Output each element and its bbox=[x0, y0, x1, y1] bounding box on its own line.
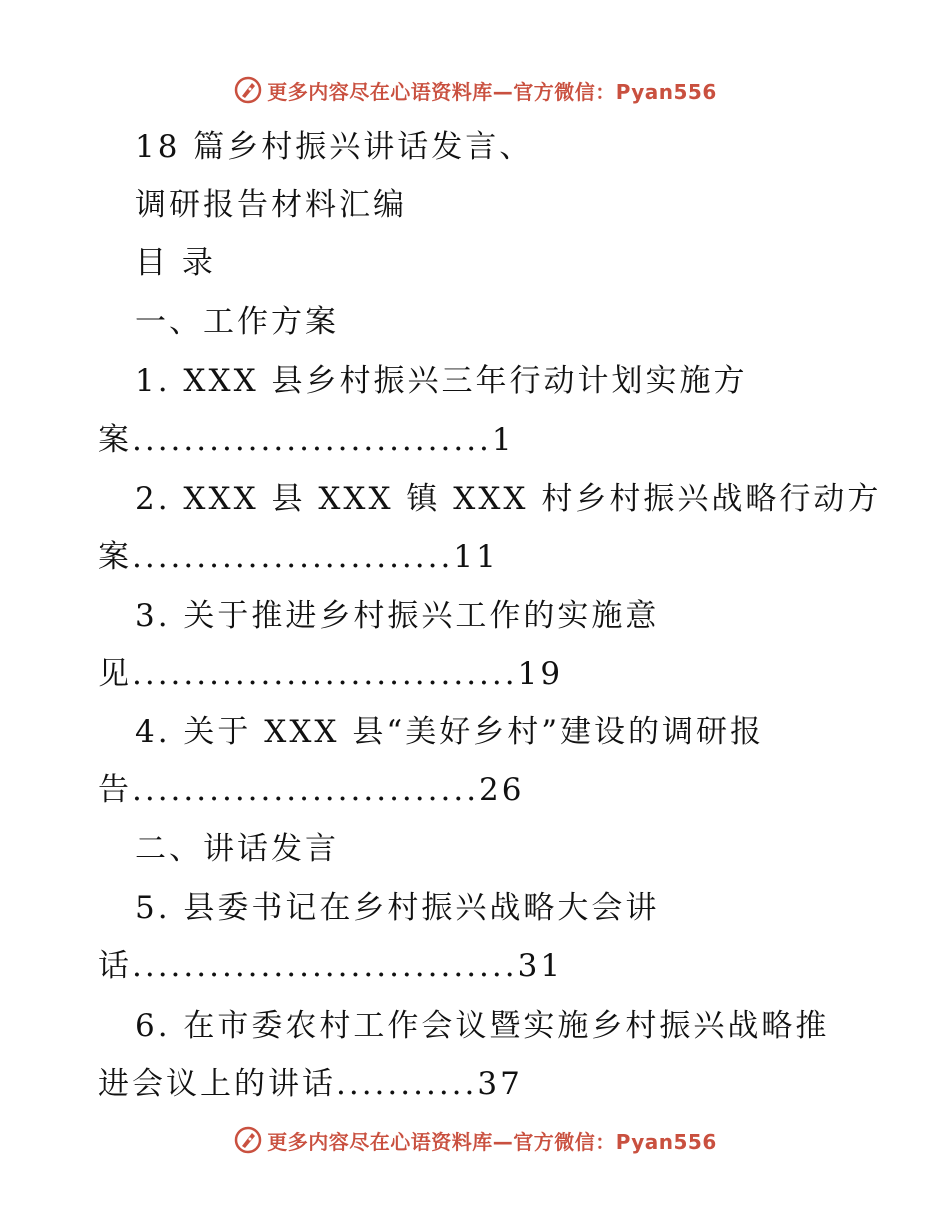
section-heading-speeches: 二、讲话发言 bbox=[135, 831, 339, 867]
toc-entry-6-line-1[interactable]: 6. 在市委农村工作会议暨实施乡村振兴战略推 bbox=[135, 1008, 830, 1044]
document-title-line-2: 调研报告材料汇编 bbox=[135, 187, 407, 223]
toc-entry-1-line-2[interactable]: 案............................1 bbox=[98, 422, 515, 458]
toc-entry-3-line-2[interactable]: 见..............................19 bbox=[98, 656, 564, 692]
toc-entry-3-line-1[interactable]: 3. 关于推进乡村振兴工作的实施意 bbox=[135, 598, 660, 634]
toc-entry-1-line-1[interactable]: 1. XXX 县乡村振兴三年行动计划实施方 bbox=[135, 363, 748, 399]
toc-heading: 目 录 bbox=[135, 245, 216, 281]
watermark-banner-bottom bbox=[0, 1120, 950, 1160]
watermark-banner-top bbox=[0, 70, 950, 110]
toc-entry-4-line-2[interactable]: 告...........................26 bbox=[98, 772, 525, 808]
toc-entry-6-line-2[interactable]: 进会议上的讲话...........37 bbox=[98, 1066, 523, 1102]
pen-nib-circle-icon bbox=[233, 1125, 263, 1155]
toc-entry-5-line-2[interactable]: 话..............................31 bbox=[98, 948, 564, 984]
watermark-text: 更多内容尽在心语资料库—官方微信：Pyan556 bbox=[267, 1129, 717, 1154]
toc-entry-5-line-1[interactable]: 5. 县委书记在乡村振兴战略大会讲 bbox=[135, 890, 660, 926]
watermark-text: 更多内容尽在心语资料库—官方微信：Pyan556 bbox=[267, 79, 717, 104]
toc-entry-2-line-1[interactable]: 2. XXX 县 XXX 镇 XXX 村乡村振兴战略行动方 bbox=[135, 481, 882, 517]
pen-nib-circle-icon bbox=[233, 75, 263, 105]
toc-entry-4-line-1[interactable]: 4. 关于 XXX 县“美好乡村”建设的调研报 bbox=[135, 714, 765, 750]
section-heading-work-plans: 一、工作方案 bbox=[135, 304, 339, 340]
toc-entry-2-line-2[interactable]: 案.........................11 bbox=[98, 539, 499, 575]
document-title-line-1: 18 篇乡村振兴讲话发言、 bbox=[135, 129, 534, 165]
